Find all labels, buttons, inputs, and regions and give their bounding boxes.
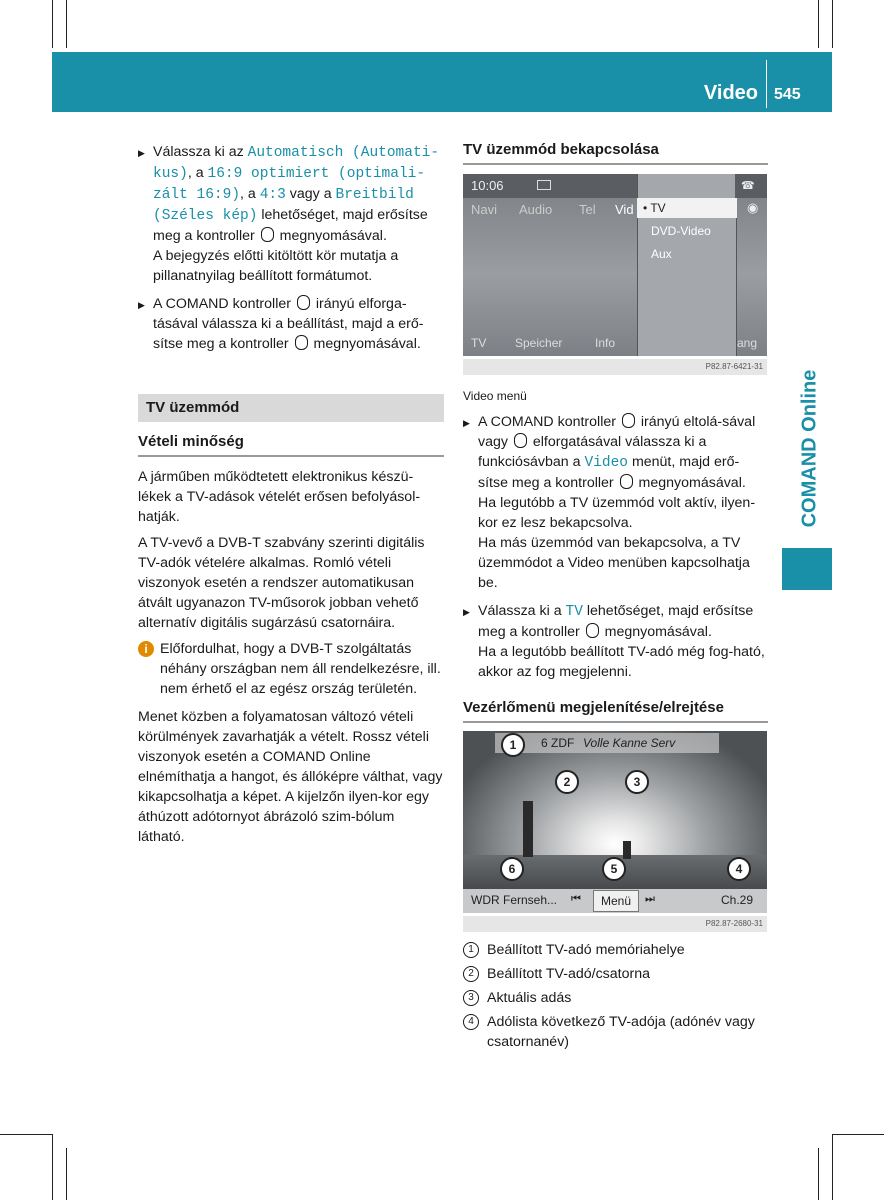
- next-icon[interactable]: ⏭: [645, 893, 655, 905]
- clock: 10:06: [471, 178, 504, 193]
- dropdown-tv[interactable]: • TV: [637, 198, 737, 218]
- instruction-select-tv: ▶ Válassza ki a TV lehetőséget, majd erősítse meg a kontroller megnyomásával. Ha a legutóbb beállított TV-adó még fog-ható, akkor az fog megjelenni.: [463, 601, 768, 682]
- legend-list: [463, 940, 768, 1052]
- crop-mark: [0, 1134, 52, 1135]
- controller-press-icon: [620, 474, 633, 489]
- option-video: Video: [584, 455, 628, 471]
- instruction-format: ▶ Válassza ki az Automatisch (Automati-kus), a 16:9 optimiert (optimali-zált 16:9), a 4:3 vagy a Breitbild (Széles kép) lehetőséget, majd erősítse meg a kontroller megnyomásával. A bejegyzés előtti kitöltött kör mutatja a pillanatnyilag beállított formátumot.: [138, 142, 444, 286]
- legend-item: 4 Adólista következő TV-adója (adónév vagy csatornanév): [463, 1012, 768, 1052]
- legend-item: 1 Beállított TV-adó memóriahelye: [463, 940, 768, 960]
- video-menu-screenshot: [463, 174, 767, 356]
- paragraph: A TV-vevő a DVB-T szabvány szerinti digitális TV-adók vételére alkalmas. Romló vételi viszonyok esetén a rendszer automatikusan átvált ugyanazon TV-műsorok jobban vehető alternatív digitális sugárzású csatornáira.: [138, 535, 425, 631]
- prev-icon[interactable]: ⏮: [571, 893, 581, 905]
- menu-item-navi[interactable]: Navi: [471, 202, 498, 217]
- program-name: Volle Kanne Serv: [583, 736, 676, 750]
- right-column: [463, 140, 768, 175]
- crop-mark: [66, 0, 67, 48]
- side-tab: [788, 365, 832, 545]
- figure-code: P82.87-6421-31: [463, 359, 767, 375]
- side-tab-label: COMAND Online: [798, 369, 821, 528]
- option-tv: TV: [565, 604, 583, 620]
- legend-number: 1: [463, 942, 479, 958]
- menu-item-video[interactable]: Vid: [615, 202, 634, 217]
- callout-1: 1: [501, 733, 525, 757]
- figure-code: P82.87-2680-31: [463, 916, 767, 932]
- phone-icon: ☎: [741, 180, 755, 192]
- crop-mark: [818, 0, 819, 48]
- legend-wrap: [463, 940, 768, 1056]
- option-16-9: 16:9 optimiert (optimali-zált 16:9): [153, 166, 426, 203]
- legend-number: 2: [463, 966, 479, 982]
- info-note: i Előfordulhat, hogy a DVB-T szolgáltatás néhány országban nem áll rendelkezésre, ill. nem érhető el az egész ország területén.: [138, 639, 444, 699]
- paragraph: A járműben működtetett elektronikus készü-lékek a TV-adások vételét erősen befolyásol-hatják.: [138, 469, 421, 525]
- legend-item: 3 Aktuális adás: [463, 988, 768, 1008]
- menu-item-audio[interactable]: Audio: [519, 202, 553, 217]
- callout-3: 3: [625, 770, 649, 794]
- crop-mark: [66, 1148, 67, 1200]
- bottom-info[interactable]: Info: [595, 336, 616, 350]
- channel-label: Ch.29: [721, 893, 754, 907]
- heading-tv-on: TV üzemmód bekapcsolása: [463, 140, 768, 165]
- controller-press-icon: [586, 623, 599, 638]
- left-column: [138, 142, 444, 853]
- page-number: 545: [774, 86, 801, 103]
- legend-number: 3: [463, 990, 479, 1006]
- heading-control-menu: Vezérlőmenü megjelenítése/elrejtése: [463, 698, 768, 723]
- dropdown-dvd[interactable]: DVD-Video: [651, 224, 711, 238]
- callout-6: 6: [500, 857, 524, 881]
- controller-press-icon: [261, 227, 274, 242]
- controller-press-icon: [295, 335, 308, 350]
- instruction-video-menu: ▶ A COMAND kontroller irányú eltolá-sával vagy elforgatásával válassza ki a funkciósávban a Video menüt, majd erő-sítse meg a kontroller megnyomásával. Ha legutóbb a TV üzemmód volt aktív, ilyen-kor ez lesz bekapcsolva. Ha más üzemmód van bekapcsolva, a TV üzemmódot a Video menüben kapcsolhatja be.: [463, 412, 768, 593]
- info-icon: i: [138, 641, 154, 657]
- side-block: [782, 548, 832, 590]
- legend-item: 2 Beállított TV-adó/csatorna: [463, 964, 768, 984]
- station-name: WDR Fernseh...: [471, 893, 558, 907]
- controller-rotate-icon: [514, 433, 527, 448]
- callout-4: 4: [727, 857, 751, 881]
- channel-number: 6 ZDF: [541, 736, 575, 750]
- crop-mark: [52, 0, 53, 48]
- crop-mark: [832, 0, 833, 48]
- crop-mark: [818, 1148, 819, 1200]
- page-title: Video: [703, 82, 758, 104]
- menu-item-tel[interactable]: Tel: [579, 202, 596, 217]
- bottom-tv[interactable]: TV: [471, 336, 487, 350]
- callout-5: 5: [602, 857, 626, 881]
- paragraph: Menet közben a folyamatosan változó vételi körülmények zavarhatják a vételt. Rossz vételi viszonyok esetén a COMAND Online elnémíthatja a hangot, és állóképre válthat, vagy kikapcsolhatja a képet. A kijelzőn ilyen-kor egy áthúzott adótornyot ábrázoló szim-bólum látható.: [138, 709, 443, 845]
- controller-rotate-icon: [297, 295, 310, 310]
- dropdown-aux[interactable]: Aux: [651, 247, 672, 261]
- option-wide: Breitbild (Széles kép): [153, 187, 414, 224]
- tv-control-screenshot: [463, 731, 767, 913]
- menu-button[interactable]: Menü: [593, 890, 639, 912]
- figure-caption: Video menü: [463, 389, 527, 403]
- option-4-3: 4:3: [259, 187, 286, 203]
- bottom-speicher[interactable]: Speicher: [515, 336, 563, 350]
- legend-number: 4: [463, 1014, 479, 1030]
- globe-icon: ◉: [747, 200, 759, 215]
- callout-2: 2: [555, 770, 579, 794]
- bottom-right-label: ang: [737, 336, 758, 350]
- crop-mark: [832, 1134, 833, 1200]
- crop-mark: [832, 1134, 884, 1135]
- instruction-rotate: ▶ A COMAND kontroller irányú elforga-tásával válassza ki a beállítást, majd a erő-sítse meg a kontroller megnyomásával.: [138, 294, 444, 354]
- controller-slide-icon: [622, 413, 635, 428]
- section-title: TV üzemmód: [138, 394, 444, 422]
- subsection-title: Vételi minőség: [138, 432, 444, 457]
- crop-mark: [52, 1134, 53, 1200]
- heading-wrap: [463, 698, 768, 733]
- option-auto: Automatisch (Automati-kus): [153, 145, 440, 182]
- header-divider: [766, 60, 767, 108]
- right-column-body: [463, 386, 768, 690]
- format-note: A bejegyzés előtti kitöltött kör mutatja a pillanatnyilag beállított formátumot.: [153, 248, 399, 284]
